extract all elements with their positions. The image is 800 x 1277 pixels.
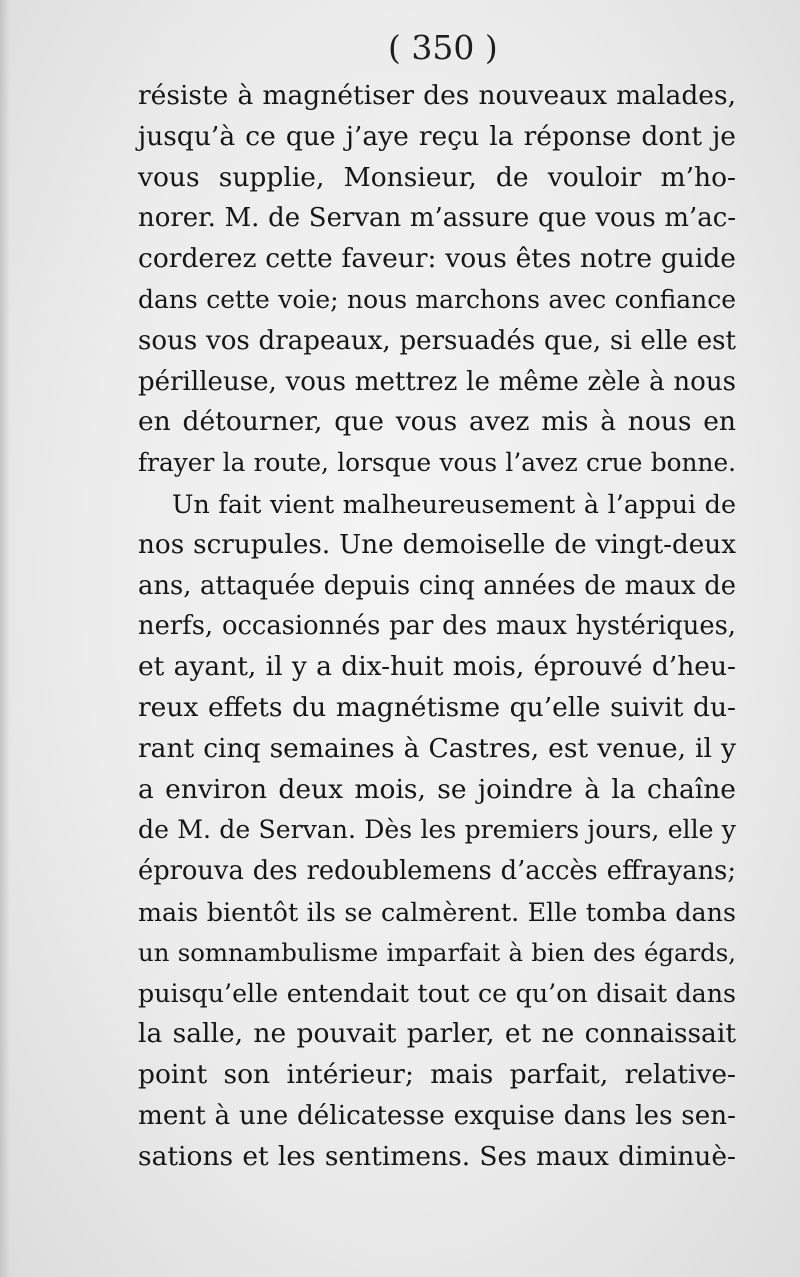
text-line: puisqu’elle entendait tout ce qu’on disait dans [138, 978, 736, 1008]
text-line: a environ deux mois, se joindre à la chaîne [138, 773, 736, 805]
text-line: ans, attaquée depuis cinq années de maux de [138, 570, 736, 601]
text-line: un somnambulisme imparfait à bien des égards, [138, 937, 736, 967]
text-line: frayer la route, lorsque vous l’avez crue bonne. [138, 448, 736, 478]
text-line: jusqu’à ce que j’aye reçu la réponse dont je [138, 120, 736, 152]
paragraph-first-line: Un fait vient malheureusement à l’appui de [172, 488, 736, 519]
text-line: vous supplie, Monsieur, de vouloir m’ho- [138, 161, 736, 193]
body-text [138, 76, 736, 1178]
text-line: nerfs, occasionnés par des maux hystériques, [138, 611, 736, 642]
text-line: corderez cette faveur: vous êtes notre guide [138, 243, 736, 275]
page-number: ( 350 ) [388, 28, 498, 67]
text-line: et ayant, il y a dix-huit mois, éprouvé d’heu- [138, 651, 736, 683]
text-line: dans cette voie; nous marchons avec confiance [138, 284, 736, 314]
text-line: rant cinq semaines à Castres, est venue, il y [138, 732, 736, 764]
text-line: sous vos drapeaux, persuadés que, si elle est [138, 325, 736, 356]
text-line: nos scrupules. Une demoiselle de vingt-deux [138, 529, 736, 560]
text-line: la salle, ne pouvait parler, et ne connaissait [138, 1018, 736, 1050]
text-line: éprouva des redoublemens d’accès effrayans; [138, 856, 736, 887]
text-line: résiste à magnétiser des nouveaux malades, [138, 80, 736, 111]
text-line: ment à une délicatesse exquise dans les sen- [138, 1100, 736, 1131]
text-line: reux effets du magnétisme qu’elle suivit du- [138, 691, 736, 723]
text-line: périlleuse, vous mettrez le même zèle à nous [138, 366, 736, 397]
text-line: point son intérieur; mais parfait, relative- [138, 1059, 736, 1091]
text-line: en détourner, que vous avez mis à nous en [138, 406, 736, 438]
text-line: sations et les sentimens. Ses maux diminuè- [138, 1140, 736, 1172]
text-line: norer. M. de Servan m’assure que vous m’ac- [138, 203, 736, 234]
page-edge-shadow [0, 0, 10, 1277]
text-line: mais bientôt ils se calmèrent. Elle tomba dans [138, 896, 736, 927]
text-line: de M. de Servan. Dès les premiers jours, elle y [138, 815, 736, 845]
